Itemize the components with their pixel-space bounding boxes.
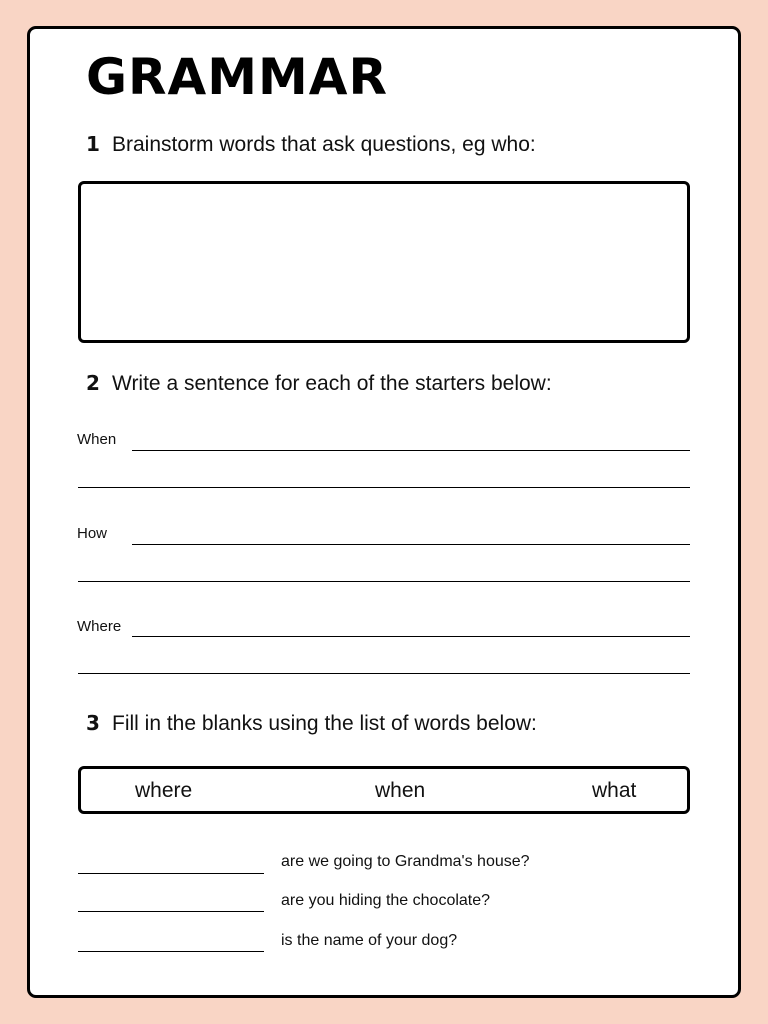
fill-in-sentence: are we going to Grandma's house? bbox=[281, 853, 530, 870]
question-1 bbox=[86, 132, 536, 157]
starter-label-how: How bbox=[77, 525, 108, 542]
page-title: GRAMMAR bbox=[86, 48, 388, 106]
question-number: 3 bbox=[86, 711, 100, 735]
brainstorm-answer-box[interactable] bbox=[78, 181, 690, 343]
word-bank-item: where bbox=[135, 779, 193, 802]
fill-in-blank[interactable] bbox=[78, 951, 264, 952]
writing-line[interactable] bbox=[132, 450, 690, 451]
question-3 bbox=[86, 711, 537, 736]
worksheet-page bbox=[27, 26, 741, 998]
fill-in-sentence: is the name of your dog? bbox=[281, 932, 458, 949]
word-bank-item: what bbox=[592, 779, 637, 802]
question-text: Brainstorm words that ask questions, eg who: bbox=[112, 133, 536, 156]
writing-line[interactable] bbox=[132, 544, 690, 545]
question-text: Write a sentence for each of the starters below: bbox=[112, 372, 552, 395]
word-bank bbox=[78, 766, 690, 814]
fill-in-blank[interactable] bbox=[78, 911, 264, 912]
writing-line[interactable] bbox=[78, 581, 690, 582]
fill-in-blank[interactable] bbox=[78, 873, 264, 874]
question-number: 1 bbox=[86, 132, 100, 156]
question-text: Fill in the blanks using the list of words below: bbox=[112, 712, 537, 735]
writing-line[interactable] bbox=[78, 487, 690, 488]
question-number: 2 bbox=[86, 371, 100, 395]
writing-line[interactable] bbox=[132, 636, 690, 637]
starter-label-where: Where bbox=[77, 618, 122, 635]
writing-line[interactable] bbox=[78, 673, 690, 674]
question-2 bbox=[86, 371, 552, 396]
starter-label-when: When bbox=[77, 431, 117, 448]
fill-in-sentence: are you hiding the chocolate? bbox=[281, 892, 491, 909]
word-bank-item: when bbox=[375, 779, 426, 802]
